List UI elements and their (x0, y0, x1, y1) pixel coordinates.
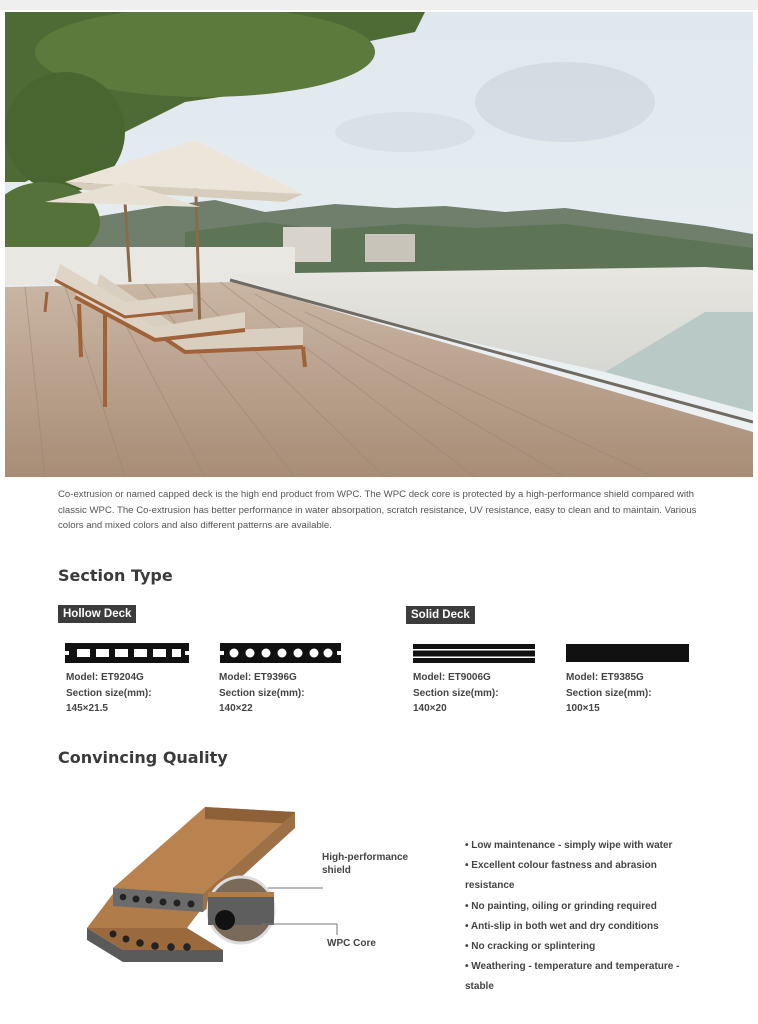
profile-et9006g-icon (413, 644, 535, 663)
core-label: WPC Core (327, 938, 376, 949)
intro-text: Co-extrusion or named capped deck is the high end product from WPC. The WPC deck core is protected by a high-performance shield compared with classic WPC. The Co-extrusion has better performance in water absorpation, scratch resistance, UV resistance, easy to clean and to maintain. Various colors and mixed colors and also different patterns are available. (58, 489, 697, 531)
bullet-line: resistance (465, 880, 515, 892)
bullet-line: • Weathering - temperature and temperature - (465, 961, 680, 973)
profile-info-et9385g (566, 670, 652, 717)
profile-info-et9006g (413, 670, 499, 717)
model-text: Model: ET9006G (413, 672, 491, 683)
hollow-deck-label: Hollow Deck (58, 605, 136, 623)
size-value: 140×20 (413, 703, 447, 714)
profile-info-et9204g (66, 670, 152, 717)
top-bar (0, 0, 758, 10)
size-label: Section size(mm): (566, 687, 652, 699)
size-value: 140×22 (219, 703, 253, 714)
quality-heading: Convincing Quality (58, 748, 228, 767)
size-value: 100×15 (566, 703, 600, 714)
bullet-line: • No cracking or splintering (465, 941, 596, 953)
shield-label (322, 851, 408, 877)
section-type-heading: Section Type (58, 566, 173, 585)
model-text: Model: ET9396G (219, 672, 297, 683)
model-text: Model: ET9385G (566, 672, 644, 683)
profile-et9204g-icon (65, 643, 189, 663)
size-label: Section size(mm): (66, 687, 152, 699)
bullet-line: stable (465, 981, 494, 993)
hero-photo (5, 12, 753, 477)
size-label: Section size(mm): (413, 687, 499, 699)
solid-deck-label: Solid Deck (406, 606, 475, 624)
profile-et9396g-icon (220, 643, 341, 663)
profile-info-et9396g (219, 670, 305, 717)
profile-et9385g-icon (566, 644, 689, 662)
bullet-line: • Anti-slip in both wet and dry conditions (465, 920, 659, 932)
bullet-line: • Excellent colour fastness and abrasion (465, 860, 657, 872)
shield-label-line-2: shield (322, 865, 351, 876)
bullet-line: • No painting, oiling or grinding required (465, 900, 657, 912)
bullet-line: • Low maintenance - simply wipe with water (465, 840, 673, 851)
shield-label-line-1: High-performance (322, 852, 409, 863)
quality-bullets (465, 836, 705, 998)
size-value: 145×21.5 (66, 703, 108, 714)
model-text: Model: ET9204G (66, 672, 144, 683)
size-label: Section size(mm): (219, 687, 305, 699)
